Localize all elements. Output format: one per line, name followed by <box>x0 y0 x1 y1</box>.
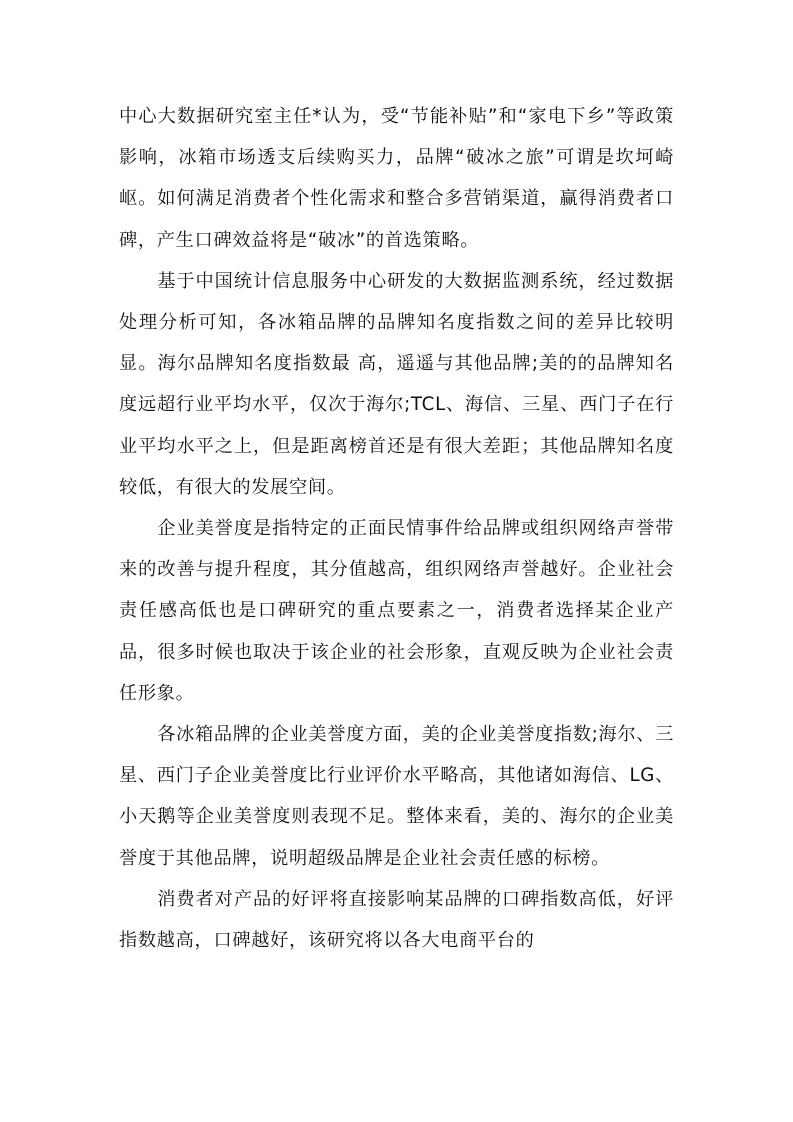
paragraph-3: 企业美誉度是指特定的正面民情事件给品牌或组织网络声誉带来的改善与提升程度，其分值越高，组织网络声誉越好。企业社会责任感高低也是口碑研究的重点要素之一，消费者选择某企业产品，很多时候也取决于该企业的社会形象，直观反映为企业社会责任形象。 <box>119 518 674 704</box>
paragraph-5: 消费者对产品的好评将直接影响某品牌的口碑指数高低，好评指数越高，口碑越好，该研究将以各大电商平台的 <box>119 888 674 952</box>
paragraph-1: 中心大数据研究室主任*认为，受“节能补贴”和“家电下乡”等政策影响，冰箱市场透支后续购买力，品牌“破冰之旅”可谓是坎坷崎岖。如何满足消费者个性化需求和整合多营销渠道，赢得消费者口碑，产生口碑效益将是“破冰”的首选策略。 <box>119 106 674 251</box>
paragraph-2: 基于中国统计信息服务中心研发的大数据监测系统，经过数据处理分析可知，各冰箱品牌的品牌知名度指数之间的差异比较明显。海尔品牌知名度指数最 高，遥遥与其他品牌;美的的品牌知名度远超行业平均水平，仅次于海尔;TCL、海信、三星、西门子在行业平均水平之上，但是距离榜首还是有很大差距；其他品牌知名度较低，有很大的发展空间。 <box>119 270 674 498</box>
paragraph-4: 各冰箱品牌的企业美誉度方面，美的企业美誉度指数;海尔、三星、西门子企业美誉度比行业评价水平略高，其他诸如海信、LG、小天鹅等企业美誉度则表现不足。整体来看，美的、海尔的企业美誉度于其他品牌，说明超级品牌是企业社会责任感的标榜。 <box>119 724 675 869</box>
document-body <box>119 96 674 961</box>
